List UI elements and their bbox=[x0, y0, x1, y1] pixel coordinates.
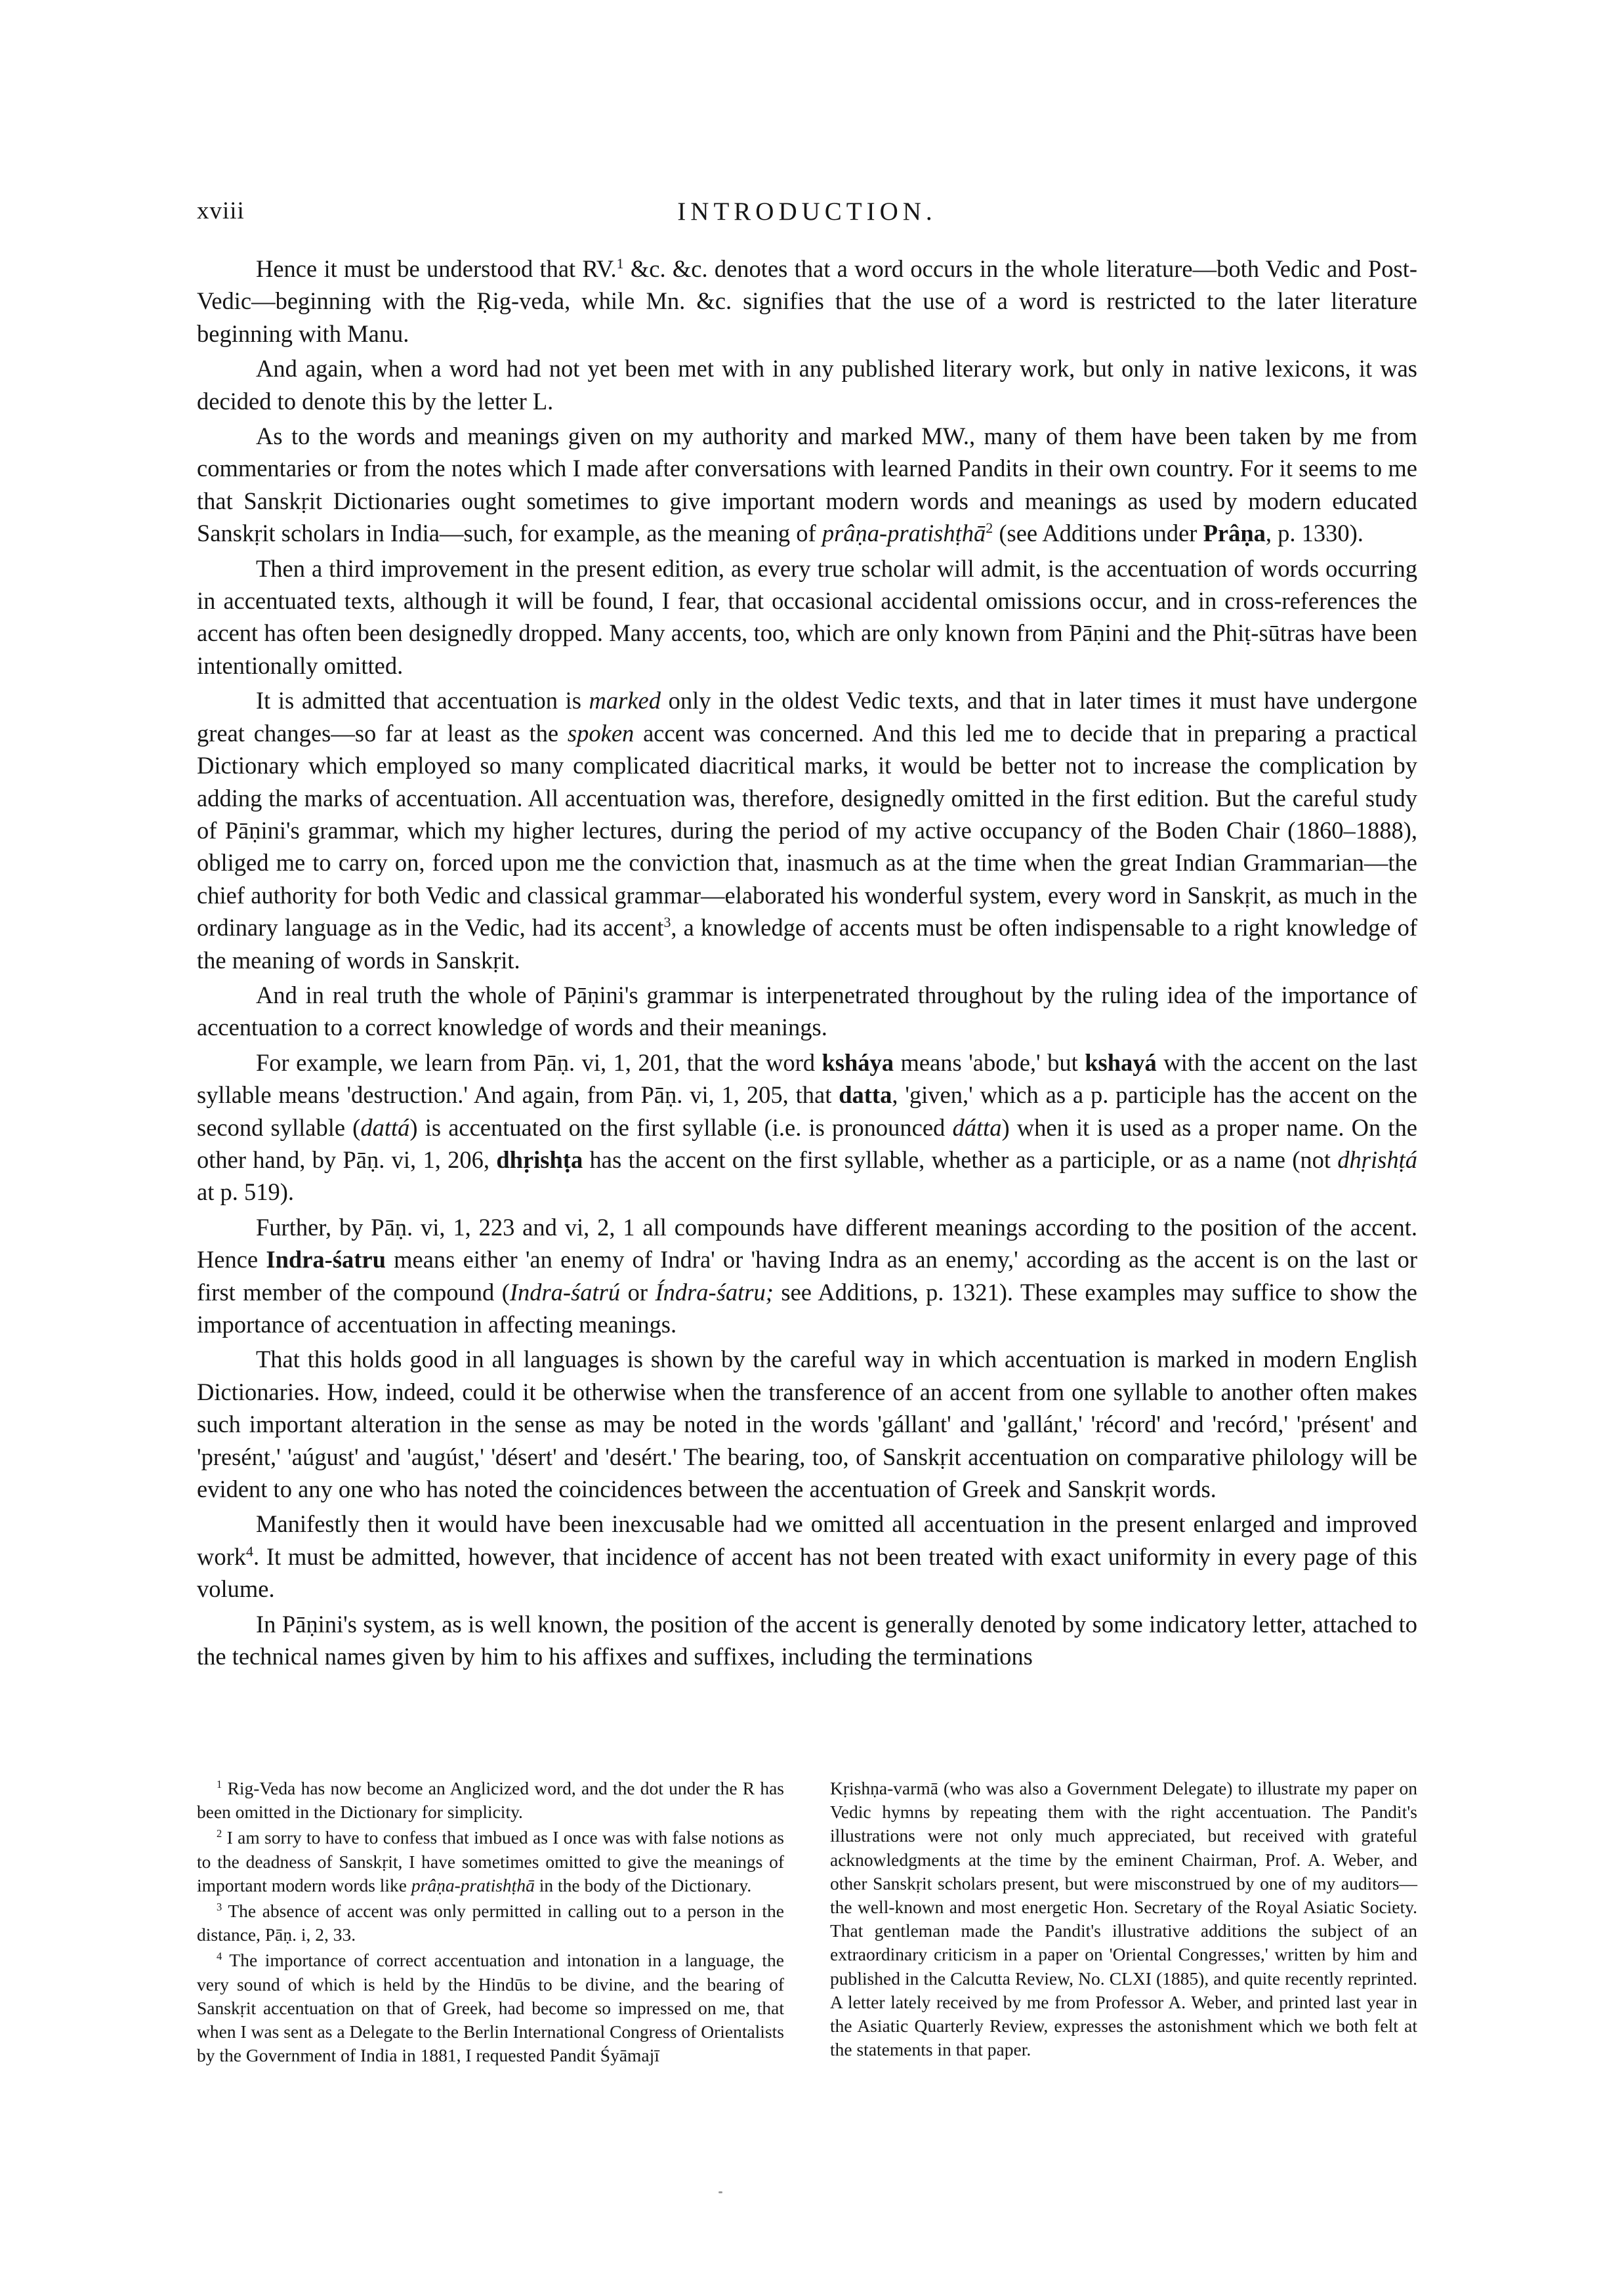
text-run: or bbox=[620, 1278, 656, 1306]
italic-term: Índra-śatru; bbox=[655, 1278, 774, 1306]
headword: Prâṇa bbox=[1203, 520, 1266, 547]
page-number: xviii bbox=[197, 197, 245, 224]
text-run: And in real truth the whole of Pāṇini's grammar is interpenetrated throughout by the ruling idea of the importance of accentuation to a correct knowledge of words and their meanings. bbox=[197, 981, 1417, 1041]
text-run: , p. 1330). bbox=[1265, 520, 1364, 547]
text-run: ) is accentuated on the first syllable (i.e. is pronounced bbox=[409, 1113, 953, 1141]
printer-mark bbox=[718, 2191, 722, 2193]
footnotes bbox=[197, 1777, 1417, 2067]
headword: ksháya bbox=[822, 1048, 894, 1076]
text-run: &c. &c. denotes that a word occurs in the whole literature—both Vedic and Post-Vedic—beginning with the Ṛig-veda, while Mn. &c. signifies that the use of a word is restricted to the later literature beginning with Manu. bbox=[197, 255, 1417, 347]
footnote bbox=[197, 1949, 784, 2067]
italic-term: Indra-śatrú bbox=[509, 1278, 621, 1306]
text-run: That this holds good in all languages is shown by the careful way in which accentuation is marked in modern English Dictionaries. How, indeed, could it be otherwise when the transference of an accent from one syllable to another often makes such important alteration in the sense as may be noted in the words 'gállant' and 'gallánt,' 'récord' and 'recórd,' 'présent' and 'presént,' 'aúgust' and 'augúst,' 'désert' and 'desért.' The bearing, too, of Sanskṛit accentuation on comparative philology will be evident to any one who has noted the coincidences between the accentuation of Greek and Sanskṛit words. bbox=[197, 1346, 1417, 1503]
text-run: . It must be admitted, however, that incidence of accent has not been treated with exact uniformity in every page of this volume. bbox=[197, 1542, 1417, 1603]
paragraph bbox=[197, 1343, 1417, 1505]
italic-term: prâṇa-pratishṭhā bbox=[411, 1874, 535, 1895]
text-run: For example, we learn from Pāṇ. vi, 1, 201, that the word bbox=[256, 1048, 822, 1076]
text-run: The absence of accent was only permitted in calling out to a person in the distance, Pāṇ. i, 2, 33. bbox=[197, 1901, 784, 1945]
text-run: And again, when a word had not yet been met with in any published literary work, but only in native lexicons, it was decided to denote this by the letter L. bbox=[197, 355, 1417, 415]
paragraph bbox=[197, 979, 1417, 1044]
text-run: Further, by Pāṇ. vi, 1, 223 and vi, 2, 1 all compounds have different meanings according to the position of the accent. Hence bbox=[197, 1213, 1417, 1273]
paragraph bbox=[197, 253, 1417, 350]
footnote-ref: 4 bbox=[217, 1950, 222, 1963]
headword: kshayá bbox=[1085, 1048, 1157, 1076]
text-run: Hence it must be understood that RV. bbox=[256, 255, 617, 282]
text-run: , a knowledge of accents must be often indispensable to a right knowledge of the meaning of words in Sanskṛit. bbox=[197, 914, 1417, 974]
paragraph bbox=[197, 352, 1417, 417]
footnote bbox=[197, 1777, 784, 1824]
text-run: means either 'an enemy of Indra' or 'having Indra as an enemy,' according as the accent is on the last or first member of the compound ( bbox=[197, 1246, 1417, 1306]
footnote-ref: 4 bbox=[246, 1542, 253, 1560]
text-run: In Pāṇini's system, as is well known, the position of the accent is generally denoted by some indicatory letter, attached to the technical names given by him to his affixes and suffixes, including the terminations bbox=[197, 1610, 1417, 1670]
footnotes-right-column bbox=[830, 1777, 1417, 2067]
text-run: , 'given,' which as a p. participle has the accent on the second syllable ( bbox=[197, 1081, 1417, 1141]
text-run: only in the oldest Vedic texts, and that in later times it must have undergone great changes—so far at least as the bbox=[197, 687, 1417, 747]
italic-term: dhṛishṭá bbox=[1337, 1146, 1417, 1173]
footnote-ref: 1 bbox=[616, 255, 624, 272]
paragraph bbox=[197, 1211, 1417, 1341]
text-run: I am sorry to have to confess that imbued as I once was with false notions as to the deadness of Sanskṛit, I have sometimes omitted to give the meanings of important modern words like bbox=[197, 1827, 784, 1895]
footnote-ref: 2 bbox=[217, 1827, 222, 1840]
paragraph bbox=[197, 1046, 1417, 1209]
paragraph bbox=[197, 1508, 1417, 1605]
footnote-ref: 2 bbox=[986, 520, 993, 537]
footnote-ref: 3 bbox=[217, 1900, 222, 1913]
text-run: Then a third improvement in the present edition, as every true scholar will admit, is the accentuation of words occurring in accentuated texts, although it will be found, I fear, that occasional accidental omissions occur, and in cross-references the accent has often been designedly dropped. Many accents, too, which are only known from Pāṇini and the Phiṭ-sūtras have been intentionally omitted. bbox=[197, 554, 1417, 679]
text-run: has the accent on the first syllable, whether as a participle, or as a name (not bbox=[583, 1146, 1338, 1173]
page-title: INTRODUCTION. bbox=[677, 197, 937, 226]
text-run: Kṛishṇa-varmā (who was also a Government Delegate) to illustrate my paper on Vedic hymns by repeating them with the right accentuation. The Pandit's illustrations were not only much appreciated, but received with grateful acknowledgments at the time by the eminent Chairman, Prof. A. Weber, and other Sanskṛit scholars present, but were misconstrued by one of my auditors—the well-known and most energetic Hon. Secretary of the Royal Asiatic Society. That gentleman made the Pandit's illustrative additions the subject of an extraordinary criticism in a paper on 'Oriental Congresses,' written by him and published in the Calcutta Review, No. CLXI (1885), and quite recently reprinted. A letter lately received by me from Professor A. Weber, and printed last year in the Asiatic Quarterly Review, expresses the astonishment which we both felt at the statements in that paper. bbox=[830, 1778, 1417, 2060]
main-text bbox=[197, 253, 1417, 1672]
italic-term: dattá bbox=[360, 1113, 410, 1141]
headword: dhṛishṭa bbox=[496, 1146, 583, 1173]
text-run: accent was concerned. And this led me to decide that in preparing a practical Dictionary which employed so many complicated diacritical marks, it would be better not to increase the complication by adding the marks of accentuation. All accentuation was, therefore, designedly omitted in the first edition. But the careful study of Pāṇini's grammar, which my higher lectures, during the period of my active occupancy of the Boden Chair (1860–1888), obliged me to carry on, forced upon me the conviction that, inasmuch as at the time when the great Indian Grammarian—the chief authority for both Vedic and classical grammar—elaborated his wonderful system, every word in Sanskṛit, as much in the ordinary language as in the Vedic, had its accent bbox=[197, 719, 1417, 941]
text-run: As to the words and meanings given on my authority and marked MW., many of them have been taken by me from commentaries or from the notes which I made after conversations with learned Pandits in their own country. For it seems to me that Sanskṛit Dictionaries ought sometimes to give important modern words and meanings as used by modern educated Sanskṛit scholars in India—such, for example, as the meaning of bbox=[197, 423, 1417, 547]
italic-term: spoken bbox=[567, 719, 635, 747]
text-run: in the body of the Dictionary. bbox=[534, 1874, 752, 1895]
text-run: see Additions, p. 1321). These examples may suffice to show the importance of accentuation in affecting meanings. bbox=[197, 1278, 1417, 1338]
paragraph bbox=[197, 420, 1417, 550]
footnotes-left-column bbox=[197, 1777, 784, 2067]
text-run: at p. 519). bbox=[197, 1178, 294, 1206]
footnote bbox=[197, 1826, 784, 1897]
footnote-ref: 3 bbox=[663, 913, 671, 930]
text-run: It is admitted that accentuation is bbox=[256, 687, 589, 714]
footnote bbox=[197, 1899, 784, 1947]
text-run: ) when it is used as a proper name. On the other hand, by Pāṇ. vi, 1, 206, bbox=[197, 1113, 1417, 1173]
running-header bbox=[197, 197, 1417, 236]
text-run: with the accent on the last syllable means 'destruction.' And again, from Pāṇ. vi, 1, 205, that bbox=[197, 1048, 1417, 1109]
italic-term: marked bbox=[589, 687, 661, 714]
text-run: Manifestly then it would have been inexcusable had we omitted all accentuation in the present enlarged and improved work bbox=[197, 1510, 1417, 1570]
text-run: Rig-Veda has now become an Anglicized word, and the dot under the R has been omitted in the Dictionary for simplicity. bbox=[197, 1778, 784, 1823]
text-run: means 'abode,' but bbox=[894, 1048, 1085, 1076]
italic-term: prâṇa-pratishṭhā bbox=[822, 520, 986, 547]
footnote bbox=[830, 1777, 1417, 2061]
headword: datta bbox=[839, 1081, 892, 1109]
text-run: The importance of correct accentuation and intonation in a language, the very sound of which is held by the Hindūs to be divine, and the bearing of Sanskṛit accentuation on that of Greek, had become so impressed on me, that when I was sent as a Delegate to the Berlin International Congress of Orientalists by the Government of India in 1881, I requested Pandit Śyāmajī bbox=[197, 1950, 784, 2066]
paragraph bbox=[197, 1608, 1417, 1673]
text-run: (see Additions under bbox=[993, 520, 1203, 547]
footnote-ref: 1 bbox=[217, 1777, 222, 1790]
headword: Indra-śatru bbox=[266, 1246, 386, 1273]
paragraph bbox=[197, 552, 1417, 682]
paragraph bbox=[197, 684, 1417, 976]
italic-term: dátta bbox=[952, 1113, 1002, 1141]
